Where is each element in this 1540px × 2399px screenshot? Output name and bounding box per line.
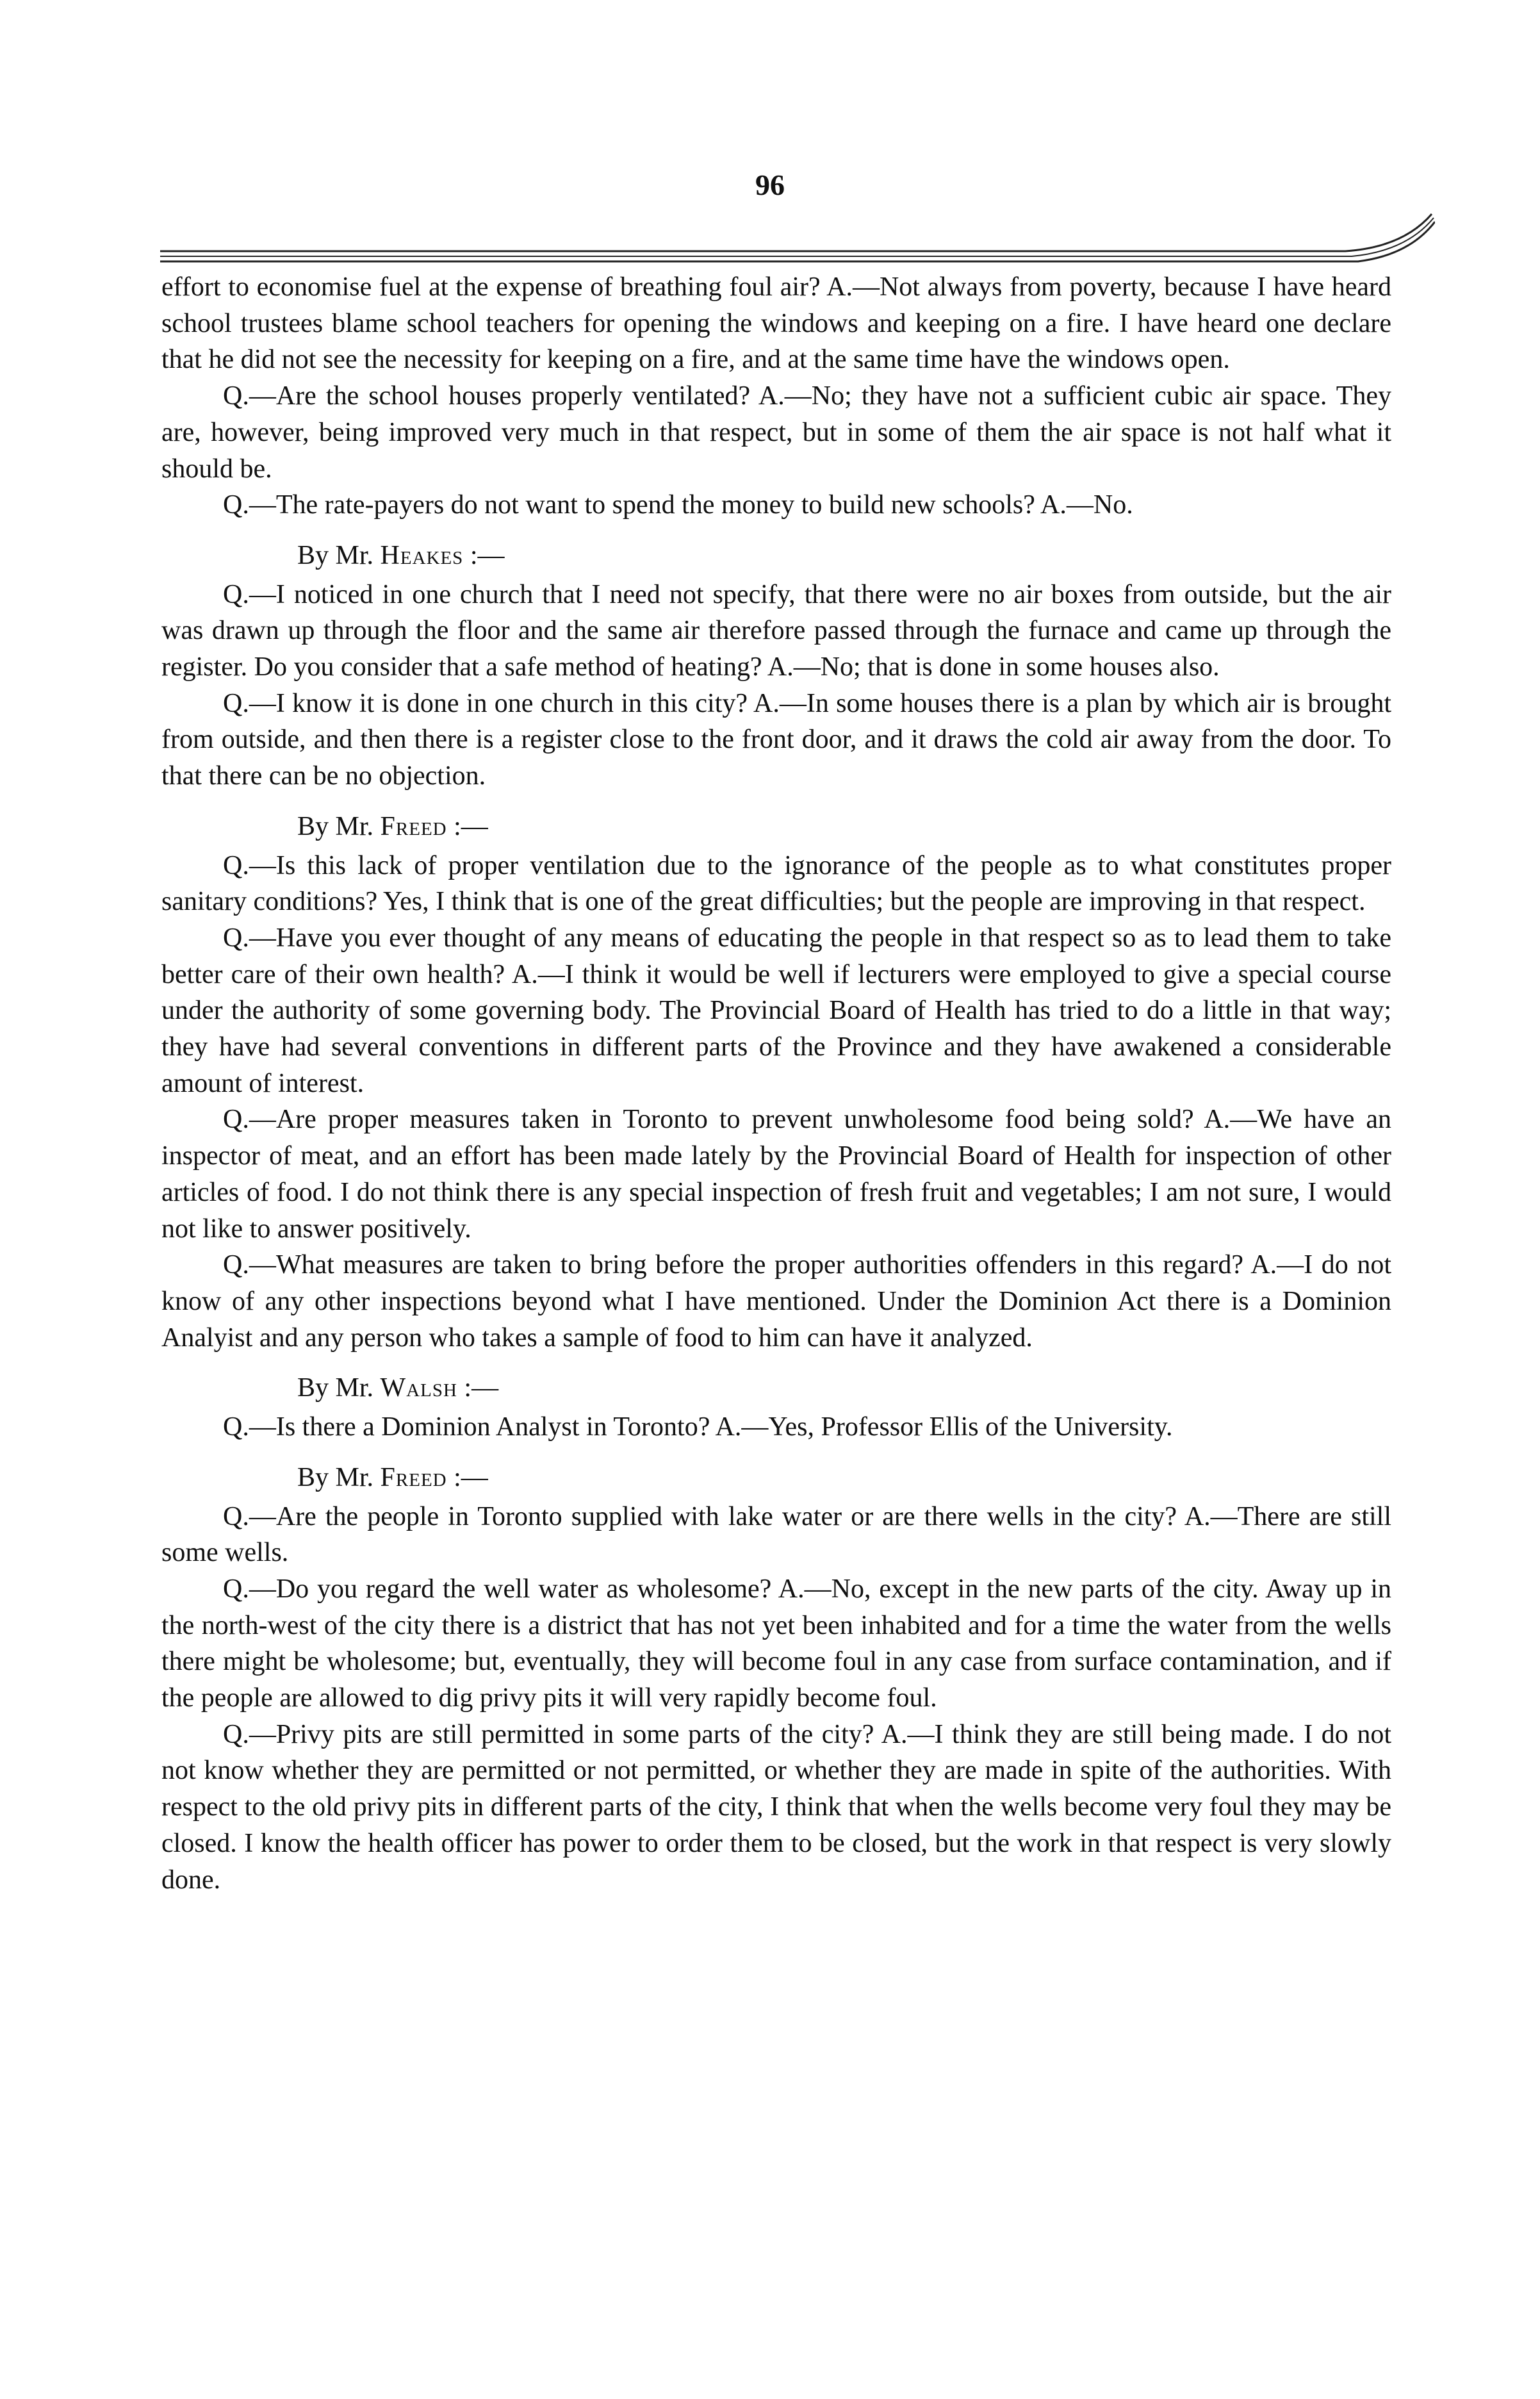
page-number: 96 [755,169,785,201]
qa-paragraph: Q.—Are the school houses properly ventilated? A.—No; they have not a sufficient cubic air space. They are, however, being improved very much in that respect, but in some of them the air space is not half what it should be. [161,381,1391,484]
qa-paragraph: Q.—Privy pits are still permitted in some parts of the city? A.—I think they are still being made. I do not not know whether they are permitted or not permitted, or whether they are made in spite of the authorities. With respect to the old privy pits in different parts of the city, I think that when the wells become very foul they may be closed. I know the health officer has power to order them to be closed, but the work in that respect is very slowly done. [161,1719,1391,1895]
qa-paragraph: Q.—Have you ever thought of any means of educating the people in that respect so as to lead them to take better care of their own health? A.—I think it would be well if lecturers were employed to give a special course under the authority of some governing body. The Provincial Board of Health has tried to do a little in that way; they have had several conventions in different parts of the Province and they have awakened a considerable amount of interest. [161,923,1391,1098]
speaker-heading [161,1370,1391,1406]
speaker-by: By Mr. [297,1373,374,1403]
continued-paragraph: effort to economise fuel at the expense of breathing foul air? A.—Not always from poverty, because I have heard school trustees blame school teachers for opening the windows and keeping on a fire. I have heard one declare that he did not see the necessity for keeping on a fire, and at the same time have the windows open. [161,272,1391,375]
speaker-suffix: :— [470,540,505,570]
speaker-suffix: :— [454,811,488,841]
qa-paragraph: Q.—Do you regard the well water as wholesome? A.—No, except in the new parts of the city. Away up in the north-west of the city there is a district that has not yet been inhabited and for a time the water from the wells there might be wholesome; but, eventually, they will become foul in any case from surface contamination, and if the people are allowed to dig privy pits it will very rapidly become foul. [161,1574,1391,1713]
speaker-heading [161,809,1391,845]
body-text [161,269,1391,1898]
speaker-by: By Mr. [297,811,374,841]
qa-paragraph: Q.—Are the people in Toronto supplied with lake water or are there wells in the city? A.—There are still some wells. [161,1501,1391,1568]
speaker-heading [161,1460,1391,1496]
qa-paragraph: Q.—Are proper measures taken in Toronto to prevent unwholesome food being sold? A.—We have an inspector of meat, and an effort has been made lately by the Provincial Board of Health for inspection of other articles of food. I do not think there is any special inspection of fresh fruit and vegetables; I am not sure, I would not like to answer positively. [161,1105,1391,1244]
qa-paragraph: Q.—I know it is done in one church in this city? A.—In some houses there is a plan by which air is brought from outside, and then there is a register close to the front door, and it draws the cold air away from the door. To that there can be no objection. [161,688,1391,791]
qa-paragraph: Q.—I noticed in one church that I need not specify, that there were no air boxes from outside, but the air was drawn up through the floor and the same air therefore passed through the furnace and came up through the register. Do you consider that a safe method of heating? A.—No; that is done in some houses also. [161,579,1391,682]
qa-paragraph: Q.—What measures are taken to bring before the proper authorities offenders in this regard? A.—I do not know of any other inspections beyond what I have mentioned. Under the Dominion Act there is a Dominion Analyist and any person who takes a sample of food to him can have it analyzed. [161,1250,1391,1353]
speaker-by: By Mr. [297,540,374,570]
qa-paragraph: Q.—Is there a Dominion Analyst in Toronto? A.—Yes, Professor Ellis of the University. [223,1412,1173,1442]
header-rule [160,211,1435,269]
qa-paragraph: Q.—The rate-payers do not want to spend the money to build new schools? A.—No. [223,490,1133,520]
speaker-by: By Mr. [297,1462,374,1492]
speaker-name: Walsh [380,1373,457,1403]
speaker-heading [161,538,1391,574]
speaker-name: Freed [380,811,447,841]
speaker-name: Freed [380,1462,447,1492]
speaker-suffix: :— [454,1462,488,1492]
speaker-suffix: :— [464,1373,499,1403]
speaker-name: Heakes [380,540,464,570]
qa-paragraph: Q.—Is this lack of proper ventilation due to the ignorance of the people as to what constitutes proper sanitary conditions? Yes, I think that is one of the great difficulties; but the people are improving in that respect. [161,850,1391,917]
